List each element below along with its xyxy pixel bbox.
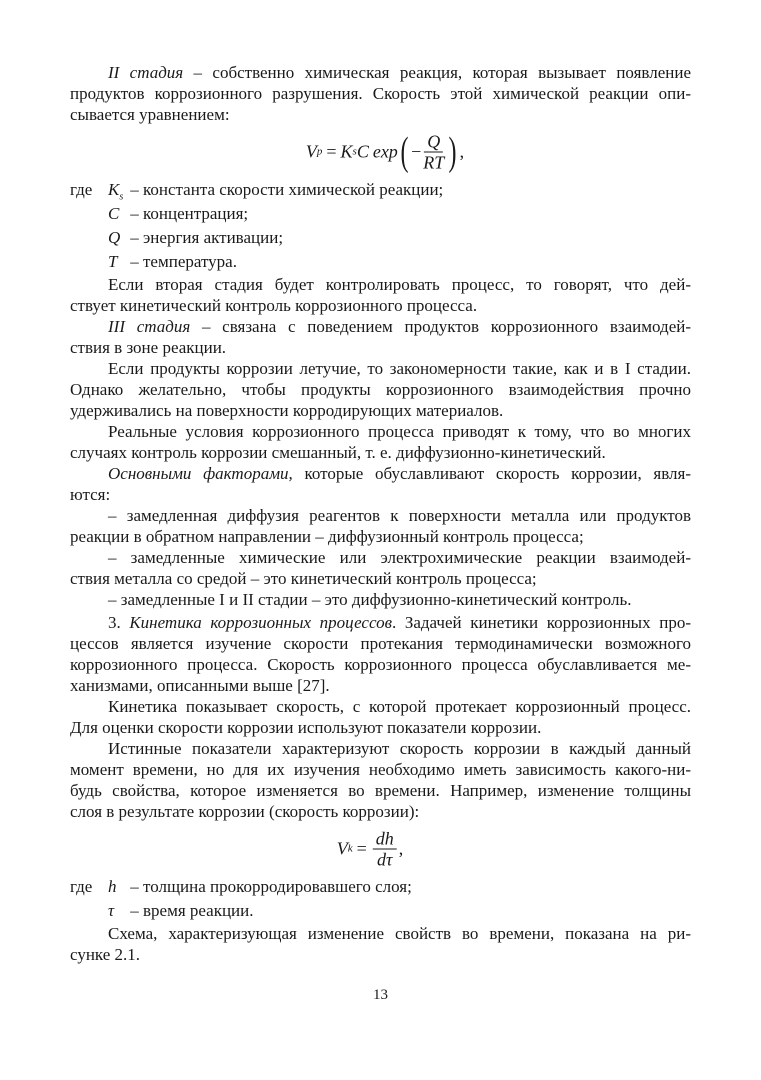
formula-equals: = bbox=[356, 838, 367, 858]
text-line bbox=[70, 442, 691, 463]
text-segment: Для оценки скорости коррозии используют показатели коррозии. bbox=[70, 718, 542, 737]
text-segment: будь свойства, которое изменяется во времени. Например, изменение толщины bbox=[70, 781, 691, 800]
symbol-subscript: s bbox=[119, 191, 124, 203]
fraction-numerator: dh bbox=[373, 828, 397, 849]
formula-lhs-subscript: p bbox=[316, 145, 323, 158]
text-line bbox=[70, 738, 691, 759]
fraction-denominator: RT bbox=[423, 152, 445, 172]
text-segment: сунке 2.1. bbox=[70, 945, 141, 964]
paragraph bbox=[70, 463, 691, 505]
text-line bbox=[70, 274, 691, 295]
text-line bbox=[70, 568, 691, 589]
text-segment: продуктов коррозионного разрушения. Скорость этой химической реакции опи- bbox=[70, 84, 691, 103]
text-segment: ются: bbox=[70, 485, 111, 504]
text-line bbox=[70, 547, 691, 568]
italic-text: Кинетика коррозионных процессов bbox=[129, 613, 392, 632]
text-line bbox=[70, 295, 691, 316]
left-paren: ( bbox=[400, 128, 409, 174]
symbol: h bbox=[108, 877, 117, 896]
paragraph bbox=[70, 696, 691, 738]
definition-symbol bbox=[108, 875, 126, 899]
symbol: C bbox=[108, 204, 120, 223]
paragraph bbox=[70, 505, 691, 547]
paragraph bbox=[70, 547, 691, 589]
text-line bbox=[70, 801, 691, 822]
definition-symbol bbox=[108, 250, 126, 274]
formula-c: C bbox=[356, 141, 369, 161]
paragraph bbox=[70, 316, 691, 358]
text-line bbox=[70, 358, 691, 379]
italic-text: Основными факторами, bbox=[108, 464, 293, 483]
definition-label: где bbox=[70, 180, 93, 199]
italic-text: II стадия bbox=[108, 63, 184, 82]
paragraph bbox=[70, 421, 691, 463]
text-segment: Если вторая стадия будет контролировать процесс, то говорят, что дей- bbox=[108, 275, 691, 294]
text-line bbox=[70, 400, 691, 421]
text-segment: коррозионного процесса. Скорость коррозионного процесса обуславливается ме- bbox=[70, 655, 691, 674]
definition-item bbox=[70, 226, 691, 250]
formula-lhs: V bbox=[336, 838, 348, 858]
corrosion-rate-formula bbox=[70, 822, 691, 875]
text-segment: Реальные условия коррозионного процесса приводят к тому, что во многих bbox=[108, 422, 691, 441]
definition-text: – время реакции. bbox=[130, 901, 254, 920]
formula-comma: , bbox=[459, 141, 465, 161]
definition-item bbox=[70, 178, 691, 202]
definition-item bbox=[70, 875, 691, 899]
formula-k-subscript: s bbox=[352, 145, 357, 158]
page-number: 13 bbox=[373, 987, 388, 1003]
text-segment: ствия металла со средой – это кинетический контроль процесса; bbox=[70, 569, 537, 588]
text-segment: . Задачей кинетики коррозионных про- bbox=[391, 613, 691, 632]
text-line bbox=[70, 463, 691, 484]
text-line bbox=[70, 505, 691, 526]
text-line bbox=[70, 717, 691, 738]
text-segment: Если продукты коррозии летучие, то закономерности такие, как и в I стадии. bbox=[108, 359, 691, 378]
right-paren: ) bbox=[448, 128, 457, 174]
text-segment: – замедленные химические или электрохимические реакции взаимодей- bbox=[108, 548, 691, 567]
text-line bbox=[70, 379, 691, 400]
formula-k: K bbox=[340, 141, 353, 161]
text-segment: ствия в зоне реакции. bbox=[70, 338, 227, 357]
formula-comma: , bbox=[398, 838, 404, 858]
text-segment: реакции в обратном направлении – диффузионный контроль процесса; bbox=[70, 527, 584, 546]
paragraph bbox=[70, 62, 691, 125]
definition-text: – толщина прокорродировавшего слоя; bbox=[130, 877, 412, 896]
text-line bbox=[70, 654, 691, 675]
formula-fraction bbox=[423, 131, 444, 172]
text-line bbox=[70, 83, 691, 104]
paragraph bbox=[70, 358, 691, 421]
text-segment: сывается уравнением: bbox=[70, 105, 230, 124]
text-segment: цессов является изучение скорости протекания термодинамически возможного bbox=[70, 634, 691, 653]
formula-exp: exp bbox=[372, 141, 398, 161]
definition-item bbox=[70, 202, 691, 226]
text-segment: Кинетика показывает скорость, с которой протекает коррозионный процесс. bbox=[108, 697, 691, 716]
text-line bbox=[70, 62, 691, 83]
paragraph bbox=[70, 738, 691, 822]
fraction-denominator: dτ bbox=[377, 849, 393, 869]
text-line bbox=[70, 780, 691, 801]
formula-equals: = bbox=[326, 141, 337, 161]
text-line bbox=[70, 696, 691, 717]
paragraph bbox=[70, 589, 691, 610]
text-line bbox=[70, 612, 691, 633]
text-segment: слоя в результате коррозии (скорость коррозии): bbox=[70, 802, 420, 821]
paragraph bbox=[70, 612, 691, 696]
text-line bbox=[70, 675, 691, 696]
definition-symbol bbox=[108, 899, 126, 923]
text-line bbox=[70, 633, 691, 654]
text-line bbox=[70, 316, 691, 337]
symbol: Q bbox=[108, 228, 121, 247]
text-line bbox=[70, 484, 691, 505]
text-segment: случаях контроль коррозии смешанный, т. е. диффузионно-кинетический. bbox=[70, 443, 606, 462]
symbol: τ bbox=[108, 901, 115, 920]
fraction-numerator: Q bbox=[424, 131, 443, 152]
text-line bbox=[70, 759, 691, 780]
text-line bbox=[70, 526, 691, 547]
formula-minus: − bbox=[411, 141, 422, 161]
text-line bbox=[70, 337, 691, 358]
paragraph bbox=[70, 923, 691, 965]
formula-expression bbox=[305, 128, 465, 174]
text-segment: момент времени, но для их изучения необходимо иметь зависимость какого-ни- bbox=[70, 760, 691, 779]
symbol: K bbox=[108, 180, 120, 199]
definition-text: – концентрация; bbox=[130, 204, 249, 223]
formula-lhs: V bbox=[305, 141, 317, 161]
text-segment: удерживались на поверхности корродирующих материалов. bbox=[70, 401, 504, 420]
text-segment: ханизмами, описанными выше [27]. bbox=[70, 676, 330, 695]
definition-symbol bbox=[108, 202, 126, 226]
definition-label: где bbox=[70, 877, 93, 896]
italic-text: III стадия bbox=[108, 317, 191, 336]
text-segment: Однако желательно, чтобы продукты коррозионного взаимодействия прочно bbox=[70, 380, 691, 399]
definition-symbol bbox=[108, 226, 126, 250]
text-line bbox=[70, 421, 691, 442]
formula-fraction bbox=[373, 828, 397, 869]
symbol: T bbox=[108, 252, 118, 271]
text-segment: Схема, характеризующая изменение свойств во времени, показана на ри- bbox=[108, 924, 691, 943]
text-segment: 3. bbox=[108, 613, 130, 632]
text-segment: – замедленные I и II стадии – это диффузионно-кинетический контроль. bbox=[108, 590, 632, 609]
text-segment: ствует кинетический контроль коррозионного процесса. bbox=[70, 296, 478, 315]
text-segment: – связана с поведением продуктов коррозионного взаимодей- bbox=[190, 317, 691, 336]
reaction-rate-formula bbox=[70, 125, 691, 178]
text-line bbox=[70, 923, 691, 944]
definition-text: – температура. bbox=[130, 252, 237, 271]
formula-expression bbox=[337, 828, 404, 869]
text-line bbox=[70, 944, 691, 965]
definition-item bbox=[70, 250, 691, 274]
definition-item bbox=[70, 899, 691, 923]
definition-text: – константа скорости химической реакции; bbox=[130, 180, 444, 199]
formula-lhs-subscript: k bbox=[347, 842, 353, 855]
definition-text: – энергия активации; bbox=[130, 228, 284, 247]
text-line bbox=[70, 104, 691, 125]
page-body bbox=[70, 62, 691, 965]
text-segment: Истинные показатели характеризуют скорость коррозии в каждый данный bbox=[108, 739, 691, 758]
text-segment: – замедленная диффузия реагентов к поверхности металла или продуктов bbox=[108, 506, 691, 525]
text-segment: которые обуславливают скорость коррозии, явля- bbox=[292, 464, 692, 483]
text-segment: – собственно химическая реакция, которая вызывает появление bbox=[183, 63, 691, 82]
text-line bbox=[70, 589, 691, 610]
paragraph bbox=[70, 274, 691, 316]
